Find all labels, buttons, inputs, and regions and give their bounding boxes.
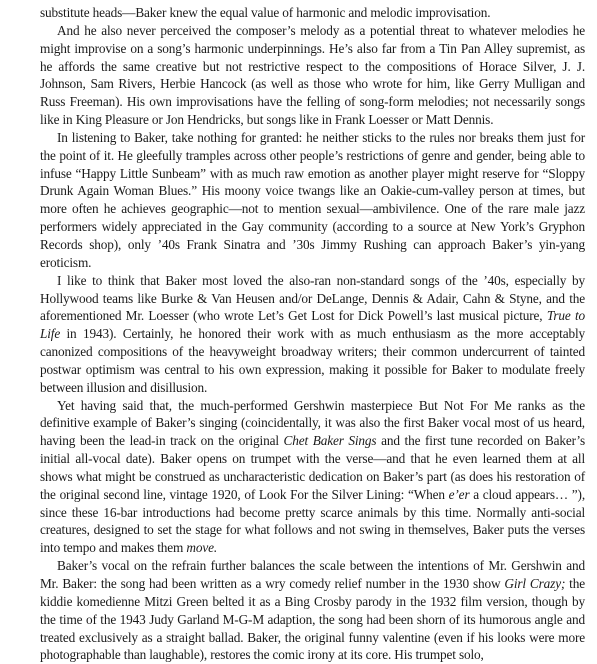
film-title-italic: True to Life: [40, 308, 585, 342]
show-title-italic: Girl Crazy;: [504, 576, 566, 591]
paragraph-text: the kiddie komedienne Mitzi Green belted it as a Bing Crosby parody in the 1932 film version, though by the time of the 1943 Judy Garland M-G-M adaption, the song had been shorn of its humorous angle and treated exclusively as a straight ballad. Baker, the original funny valentine (even if his looks were more photographable than laughable), restores the comic irony at its core. His trumpet solo,: [40, 576, 585, 663]
paragraph-text: I like to think that Baker most loved the also-ran non-standard songs of the ’40s, especially by Hollywood teams like Burke & Van Heusen and/or DeLange, Dennis & Adair, Cahn & Styne, and the aforementioned Mr. Loesser (who wrote Let’s Get Lost for Dick Powell’s last musical picture,: [40, 272, 585, 324]
paragraph-text: a cloud appears… ”), since these 16-bar introductions had become pretty scarce animals by this time. Normally anti-social creatures, designed to set the stage for what follows and not swing in themselves, Baker puts the verses into tempo and makes them: [40, 486, 585, 556]
paragraph-5: [40, 397, 585, 558]
emphasis-italic: move.: [186, 540, 218, 556]
paragraph-text: in 1943). Certainly, he honored their work with as much enthusiasm as the more acceptably canonized compositions of the heavyweight broadway writers; their common undercurrent of tainted postwar optimism was central to his own expression, making it possible for Baker to modulate freely between illusion and disillusion.: [40, 326, 585, 395]
paragraph-1: [40, 4, 585, 22]
paragraph-text: Baker’s vocal on the refrain further balances the scale between the intentions of Mr. Gershwin and Mr. Baker: the song had been written as a wry comedy relief number in the 1930 show: [40, 558, 585, 591]
paragraph-4: [40, 272, 585, 397]
body-text: [40, 4, 585, 664]
paragraph-text: substitute heads—Baker knew the equal value of harmonic and melodic improvisation.: [40, 5, 491, 20]
paragraph-text: And he also never perceived the composer’s melody as a potential threat to whatever melodies he might improvise on a song’s harmonic underpinnings. He’s also far from a Tin Pan Alley supremist, as he affords the same creative but not restrictive respect to the compositions of Horace Silver, J. J. Johnson, Sam Rivers, Herbie Hancock (as well as those who wrote for him, like Gerry Mulligan and Russ Freeman). His own improvisations have the felling of song-form melodies; not necessarily songs like in King Pleasure or Jon Hendricks, but songs like in Frank Loesser or Matt Dennis.: [40, 22, 585, 128]
paragraph-text: In listening to Baker, take nothing for granted: he neither sticks to the rules nor breaks them just for the point of it. He gleefully tramples across other people’s restrictions of genre and gender, being able to infuse “Happy Little Sunbeam” with as much raw emotion as another player might reserve for “Sloppy Drunk Again Woman Blues.” His moony voice twangs like an Oakie-cum-valley person at times, but more often he achieves geographic—not to mention sexual—ambivilence. One of the rare male jazz performers widely appreciated in the Gay community (according to a source at New York’s Gryphon Records shop), only ’40s Frank Sinatra and ’30s Jimmy Rushing can approach Baker’s yin-yang eroticism.: [40, 129, 585, 270]
paragraph-text: and the first tune recorded on Baker’s initial all-vocal date). Baker opens on trumpet with the verse—and that he even learned them at all shows what might be construed as uncharacteristic dedication on Baker’s part (as does his restoration of the original second line, vintage 1920, of Look For the Silver Lining: “When: [40, 433, 585, 502]
paragraph-3: [40, 129, 585, 272]
paragraph-6: [40, 557, 585, 664]
paragraph-2: [40, 22, 585, 129]
paragraph-text: Yet having said that, the much-performed Gershwin masterpiece But Not For Me ranks as the definitive example of Baker’s singing (coincidentally, it was also the first Baker vocal most of us heard, having been the lead-in track on the original: [40, 397, 585, 449]
album-title-italic: Chet Baker Sings: [283, 433, 377, 449]
lyric-word-italic: e’er: [448, 486, 470, 502]
